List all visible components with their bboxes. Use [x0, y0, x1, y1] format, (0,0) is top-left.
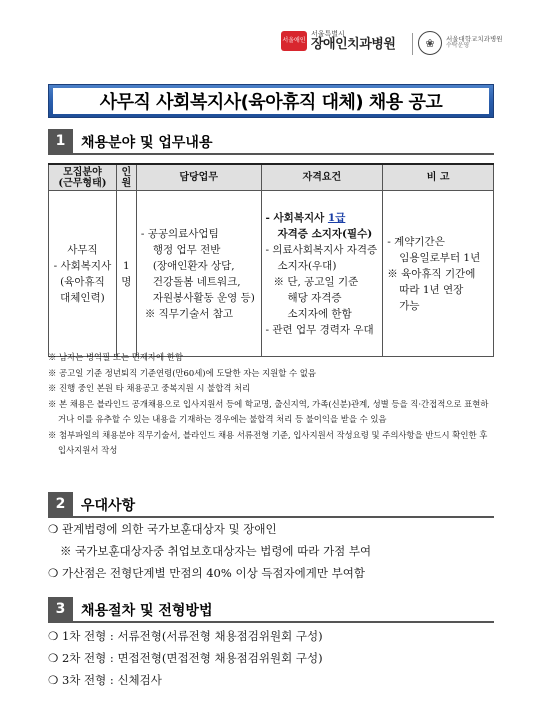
notes-list — [48, 350, 494, 459]
table-row — [49, 191, 494, 357]
title-banner — [48, 84, 494, 118]
university-role: 수탁운영 — [446, 42, 470, 50]
cell-duty: - 공공의료사업팀 행정 업무 전반 (장애인환자 상담, 건강돌봄 네트워크, 자원봉사활동 운영 등) ※ 직무기술서 참고 — [136, 191, 261, 357]
section-header-1 — [48, 129, 494, 155]
list-item: ❍ 3차 전형 : 신체검사 — [48, 673, 162, 687]
header-count: 인 원 — [116, 164, 136, 191]
section-title: 채용절차 및 전형방법 — [81, 603, 213, 619]
section-number: 3 — [48, 597, 73, 621]
preferences-list — [48, 518, 508, 584]
note-item: ※ 본 채용은 블라인드 공개채용으로 입사지원서 등에 학교명, 출신지역, 가족(신분)관계, 성별 등을 직·간접적으로 표현하거나 이를 유추할 수 있는 내용을 기재하는 경우에는 불합격 처리 등 불이익을 받을 수 있음 — [48, 398, 489, 424]
list-item: ❍ 2차 전형 : 면접전형(면접전형 채용점검위원회 구성) — [48, 651, 323, 665]
header-logos — [281, 31, 521, 57]
header-qualification: 자격요건 — [261, 164, 383, 191]
procedure-list — [48, 625, 508, 691]
heart-logo-icon — [281, 31, 307, 51]
cell-note: - 계약기간은 임용일로부터 1년 ※ 육아휴직 기간에 따라 1년 연장 가능 — [383, 191, 494, 357]
grade-link: 1급 — [327, 211, 346, 224]
section-number: 1 — [48, 129, 73, 153]
cell-count: 1명 — [116, 191, 136, 357]
hospital-city: 서울특별시 — [311, 30, 345, 38]
section-header-2 — [48, 492, 494, 518]
hospital-name: 장애인치과병원 — [311, 37, 396, 52]
list-item: ❍ 1차 전형 : 서류전형(서류전형 채용점검위원회 구성) — [48, 629, 323, 643]
header-duty: 담당업무 — [136, 164, 261, 191]
list-subitem: ※ 국가보훈대상자중 취업보호대상자는 법령에 따라 가점 부여 — [60, 544, 372, 558]
note-item: ※ 진행 중인 본원 타 채용공고 중복지원 시 불합격 처리 — [48, 383, 251, 393]
heart-logo-text: 서울애인 — [282, 37, 306, 44]
note-item: ※ 남자는 병역필 또는 면제자에 한함 — [48, 352, 183, 362]
section-title: 채용분야 및 업무내용 — [81, 135, 213, 151]
university-seal-icon: ❀ — [418, 31, 442, 55]
section-title: 우대사항 — [81, 498, 136, 514]
note-item: ※ 공고일 기준 정년퇴직 기준연령(만60세)에 도달한 자는 지원할 수 없음 — [48, 367, 316, 378]
page-title: 사무직 사회복지사(육아휴직 대체) 채용 공고 — [99, 92, 443, 113]
section-header-3 — [48, 597, 494, 623]
university-logo — [418, 31, 503, 55]
section-number: 2 — [48, 492, 73, 516]
list-item: ❍ 관계법령에 의한 국가보훈대상자 및 장애인 — [48, 522, 277, 536]
header-note: 비 고 — [383, 164, 494, 191]
hospital-logo — [281, 31, 395, 51]
table-header-row — [49, 164, 494, 191]
header-field: 모집분야 (근무형태) — [49, 164, 117, 191]
recruitment-table — [48, 163, 494, 357]
list-item: ❍ 가산점은 전형단계별 만점의 40% 이상 득점자에게만 부여함 — [48, 566, 365, 580]
cell-field: 사무직 - 사회복지사 (육아휴직 대체인력) — [49, 191, 117, 357]
note-item: ※ 첨부파일의 채용분야 직무기술서, 블라인드 채용 서류전형 기준, 입사지원서 작성요령 및 주의사항을 반드시 확인한 후 입사지원서 작성 — [48, 429, 488, 455]
cell-qualification: - 사회복지사 1급 자격증 소지자(필수) - 의료사회복지사 자격증 소지자(우대) ※ 단, 공고일 기준 해당 자격증 소지자에 한함 - 관련 업무 경력자 우대 — [261, 191, 383, 357]
university-name: 서울대학교치과병원 — [446, 34, 503, 43]
logo-divider — [412, 33, 413, 55]
